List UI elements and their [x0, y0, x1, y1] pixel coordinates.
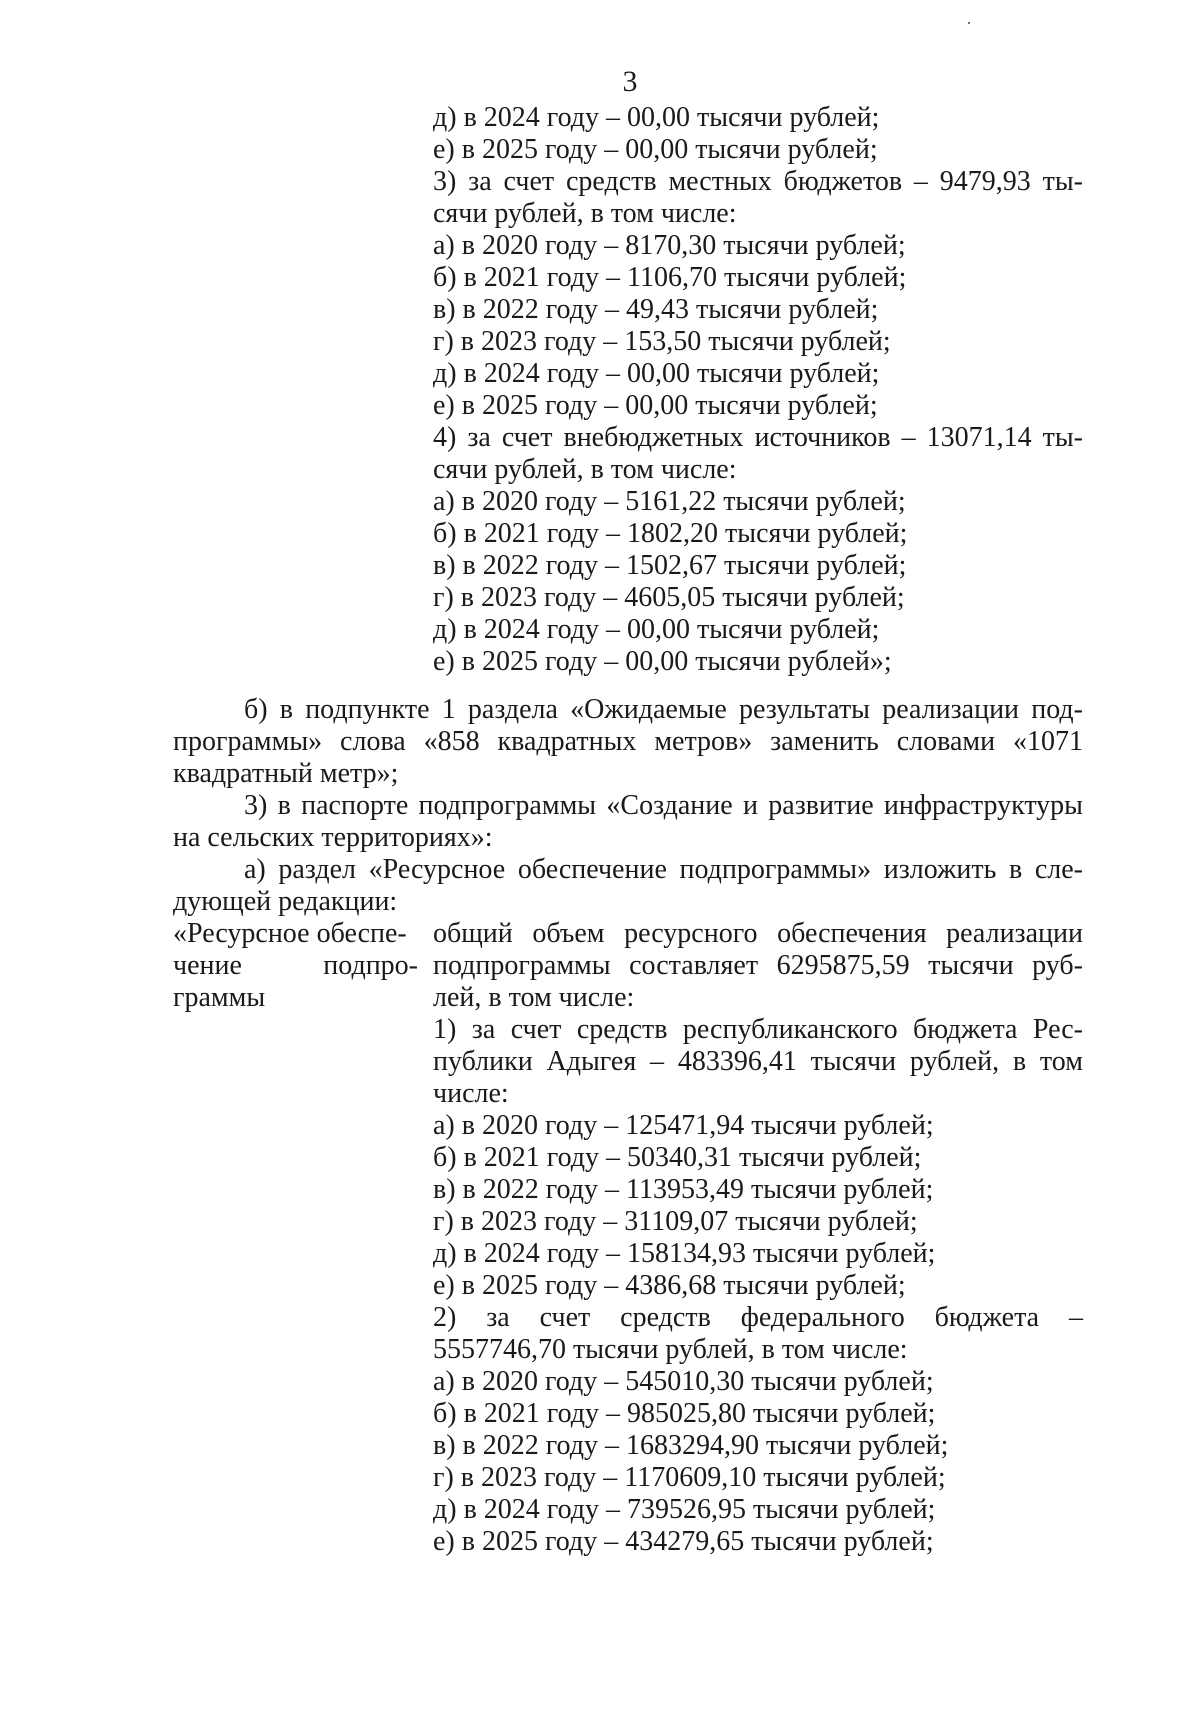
text-line: б) в 2021 году – 985025,80 тысячи рублей; — [433, 1398, 936, 1429]
paragraph-line: программы» слова «858 квадратных метров» заменить словами «1071 — [173, 726, 1083, 757]
text-line: е) в 2025 году – 434279,65 тысячи рублей; — [433, 1526, 934, 1557]
text-line: в) в 2022 году – 49,43 тысячи рублей; — [433, 294, 879, 325]
text-line: публики Адыгея – 483396,41 тысячи рублей, в том — [433, 1046, 1083, 1077]
text-line: г) в 2023 году – 4605,05 тысячи рублей; — [433, 582, 905, 613]
text-line: а) в 2020 году – 5161,22 тысячи рублей; — [433, 486, 906, 517]
text-line: д) в 2024 году – 158134,93 тысячи рублей; — [433, 1238, 936, 1269]
text-line: д) в 2024 году – 00,00 тысячи рублей; — [433, 358, 880, 389]
text-line: а) в 2020 году – 545010,30 тысячи рублей; — [433, 1366, 934, 1397]
text-line: д) в 2024 году – 739526,95 тысячи рублей; — [433, 1494, 936, 1525]
text-line: в) в 2022 году – 1502,67 тысячи рублей; — [433, 550, 907, 581]
text-line: г) в 2023 году – 1170609,10 тысячи рублей; — [433, 1462, 946, 1493]
paragraph-line: квадратный метр»; — [173, 758, 399, 789]
section-label-line: «Ресурсное обеспе- — [173, 918, 407, 949]
paragraph-line: на сельских территориях»: — [173, 822, 493, 853]
paragraph-line: 3) в паспорте подпрограммы «Создание и развитие инфраструктуры — [244, 790, 1083, 821]
text-line: а) в 2020 году – 125471,94 тысячи рублей; — [433, 1110, 934, 1141]
section-label-line: чение подпро- — [173, 950, 418, 981]
text-line: д) в 2024 году – 00,00 тысячи рублей; — [433, 614, 880, 645]
paragraph-line: а) раздел «Ресурсное обеспечение подпрограммы» изложить в сле- — [244, 854, 1083, 885]
text-line: 1) за счет средств республиканского бюджета Рес- — [433, 1014, 1083, 1045]
text-line: 3) за счет средств местных бюджетов – 9479,93 ты- — [433, 166, 1083, 197]
text-line: е) в 2025 году – 00,00 тысячи рублей; — [433, 390, 878, 421]
text-line: е) в 2025 году – 00,00 тысячи рублей»; — [433, 646, 892, 677]
text-line: сячи рублей, в том числе: — [433, 198, 737, 229]
text-line: в) в 2022 году – 1683294,90 тысячи рублей; — [433, 1430, 949, 1461]
text-line: б) в 2021 году – 1106,70 тысячи рублей; — [433, 262, 907, 293]
text-line: сячи рублей, в том числе: — [433, 454, 737, 485]
text-line: б) в 2021 году – 1802,20 тысячи рублей; — [433, 518, 908, 549]
text-line: подпрограммы составляет 6295875,59 тысячи руб- — [433, 950, 1083, 981]
text-line: общий объем ресурсного обеспечения реализации — [433, 918, 1083, 949]
text-line: в) в 2022 году – 113953,49 тысячи рублей; — [433, 1174, 934, 1205]
paragraph-line: дующей редакции: — [173, 886, 398, 917]
text-line: 4) за счет внебюджетных источников – 13071,14 ты- — [433, 422, 1083, 453]
text-line: е) в 2025 году – 4386,68 тысячи рублей; — [433, 1270, 906, 1301]
text-line: 5557746,70 тысячи рублей, в том числе: — [433, 1334, 908, 1365]
text-line: г) в 2023 году – 153,50 тысячи рублей; — [433, 326, 891, 357]
text-line: б) в 2021 году – 50340,31 тысячи рублей; — [433, 1142, 922, 1173]
scan-speck — [968, 22, 970, 24]
text-line: е) в 2025 году – 00,00 тысячи рублей; — [433, 134, 878, 165]
text-line: 2) за счет средств федерального бюджета – — [433, 1302, 1083, 1333]
text-line: а) в 2020 году – 8170,30 тысячи рублей; — [433, 230, 906, 261]
page-number: 3 — [622, 65, 638, 98]
text-line: лей, в том числе: — [433, 982, 635, 1013]
text-line: числе: — [433, 1078, 509, 1109]
text-line: г) в 2023 году – 31109,07 тысячи рублей; — [433, 1206, 918, 1237]
section-label-line: граммы — [173, 982, 266, 1013]
text-line: д) в 2024 году – 00,00 тысячи рублей; — [433, 102, 880, 133]
paragraph-line: б) в подпункте 1 раздела «Ожидаемые результаты реализации под- — [244, 694, 1083, 725]
